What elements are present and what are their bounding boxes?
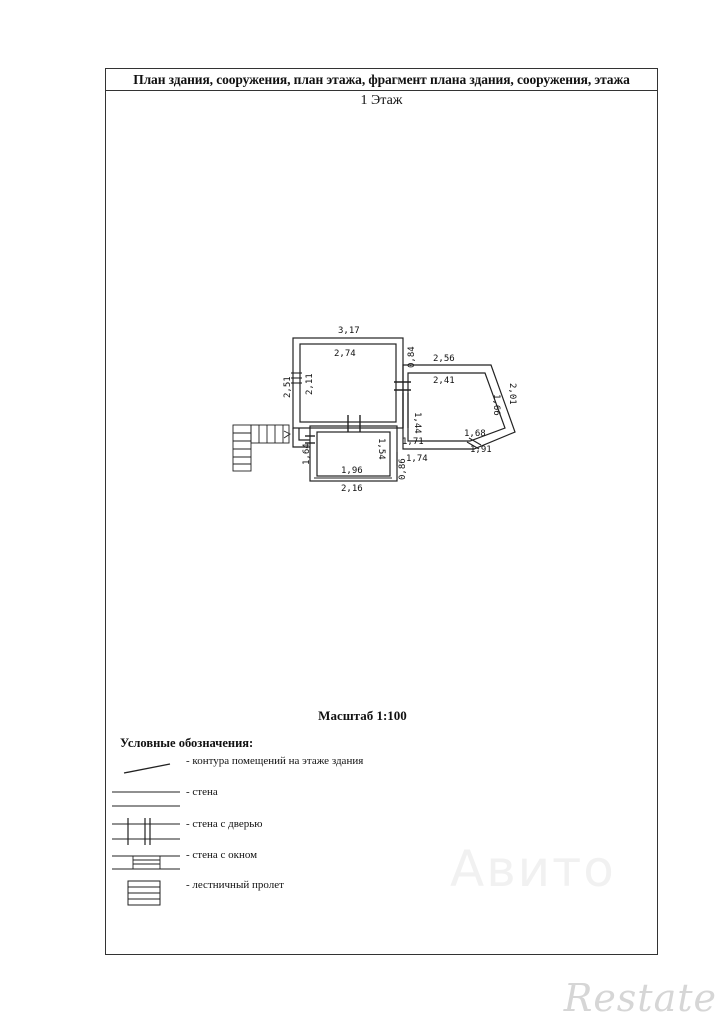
stairwell-legend-icon <box>128 881 160 905</box>
dim-left-outer: 2,51 <box>283 376 293 398</box>
restate-watermark: Restate <box>563 976 717 1020</box>
dim-annex-top-inner: 2,41 <box>433 376 455 386</box>
dim-top-right-vertical: 0,84 <box>407 346 417 368</box>
dim-lower-right-small: 0,86 <box>398 458 408 480</box>
wall-door-icon <box>112 818 180 845</box>
dim-corridor-vertical: 1,44 <box>412 412 422 434</box>
dim-annex-top-outer: 2,56 <box>433 354 455 364</box>
avito-watermark: Авито <box>450 840 616 898</box>
legend-item-wall: - стена <box>186 786 218 798</box>
dim-lower-left: 1,64 <box>302 443 312 465</box>
document-header: План здания, сооружения, план этажа, фрагмент плана здания, сооружения, этажа <box>106 69 657 91</box>
legend-item-wall-door: - стена с дверью <box>186 818 263 830</box>
dim-top-inner: 2,74 <box>334 349 356 359</box>
legend-item-wall-window: - стена с окном <box>186 849 258 861</box>
dim-annex-bottom-small: 1,68 <box>464 429 486 439</box>
dim-lower-outer-bottom: 2,16 <box>341 484 363 494</box>
dim-annex-right-inner: 1,66 <box>491 394 501 416</box>
wall-window-icon <box>112 856 180 869</box>
scale-label: Масштаб 1:100 <box>318 708 407 723</box>
dim-annex-bottom-outer: 1,91 <box>470 445 492 455</box>
legend-item-contour: - контура помещений на этаже здания <box>186 755 364 767</box>
floor-label: 1 Этаж <box>360 93 403 108</box>
stairwell-icon <box>233 425 290 471</box>
legend-item-stairwell: - лестничный пролет <box>186 879 284 891</box>
door-icon <box>305 382 411 443</box>
dim-top-outer: 3,17 <box>338 326 360 336</box>
dim-lower-right: 1,54 <box>376 438 386 460</box>
dim-passage-outer: 1,74 <box>406 454 428 464</box>
legend-title: Условные обозначения: <box>120 736 254 750</box>
dim-passage-inner: 1,71 <box>402 437 424 447</box>
contour-line-icon <box>124 764 170 773</box>
dim-annex-right-outer: 2,01 <box>507 383 517 405</box>
dim-lower-inner-bottom: 1,96 <box>341 466 363 476</box>
dim-left-inner: 2,11 <box>305 373 315 395</box>
